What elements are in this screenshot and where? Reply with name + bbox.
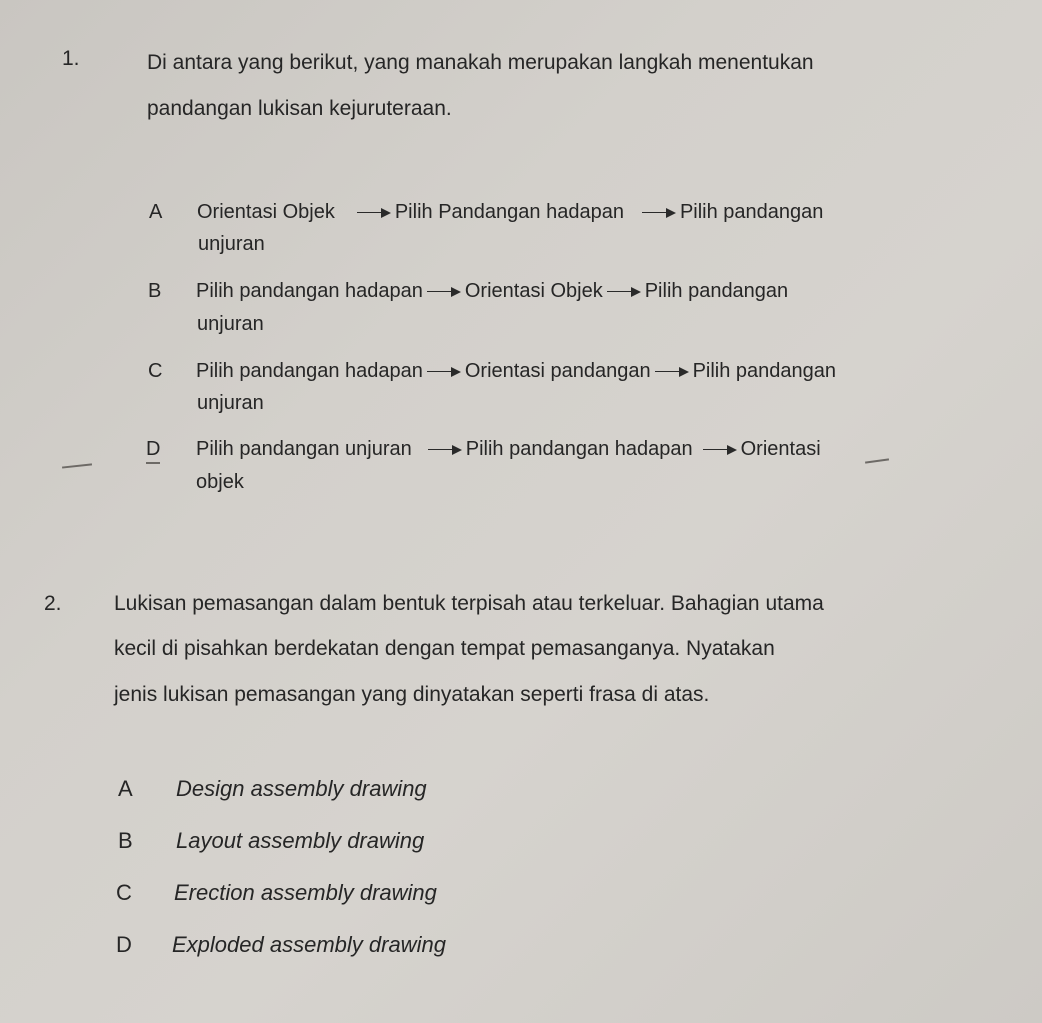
- pencil-mark: [62, 463, 92, 468]
- q1-number: 1.: [62, 47, 80, 70]
- option-letter: B: [118, 828, 133, 853]
- arrow-icon: [357, 208, 391, 218]
- q1-option-d-cont: objek: [196, 471, 244, 493]
- step-2: Pilih Pandangan hadapan: [394, 201, 624, 223]
- option-letter: C: [148, 360, 163, 382]
- arrow-icon: [428, 445, 462, 455]
- option-letter: C: [116, 880, 132, 905]
- pencil-mark: [865, 458, 889, 463]
- q1-option-b-cont: unjuran: [197, 313, 264, 335]
- arrow-icon: [642, 208, 676, 218]
- step-3: Orientasi: [740, 438, 821, 460]
- q1-option-b[interactable]: [148, 280, 788, 303]
- q1-option-c[interactable]: [148, 360, 836, 383]
- option-text: Layout assembly drawing: [176, 828, 425, 853]
- q1-option-c-cont: unjuran: [197, 392, 264, 414]
- q1-stem-line1: Di antara yang berikut, yang manakah merupakan langkah menentukan: [147, 51, 814, 74]
- q1-option-a[interactable]: [149, 201, 823, 224]
- q2-stem-line2: kecil di pisahkan berdekatan dengan tempat pemasanganya. Nyatakan: [114, 637, 775, 660]
- q2-stem-line3: jenis lukisan pemasangan yang dinyatakan seperti frasa di atas.: [114, 683, 710, 706]
- arrow-icon: [607, 287, 641, 297]
- step-3: Pilih pandangan: [644, 280, 789, 302]
- option-letter: B: [148, 280, 162, 302]
- step-3: Pilih pandangan: [679, 201, 824, 223]
- q2-number: 2.: [44, 592, 62, 615]
- step-1: Pilih pandangan hadapan: [196, 280, 423, 302]
- option-text: Erection assembly drawing: [174, 880, 437, 905]
- step-2: Orientasi Objek: [464, 280, 603, 302]
- option-letter: D: [146, 438, 161, 460]
- arrow-icon: [427, 367, 461, 377]
- arrow-icon: [655, 367, 689, 377]
- arrow-icon: [703, 445, 737, 455]
- step-2: Orientasi pandangan: [464, 360, 651, 382]
- step-1: Orientasi Objek: [197, 201, 335, 223]
- option-letter: D: [116, 932, 132, 957]
- q2-stem-line1: Lukisan pemasangan dalam bentuk terpisah atau terkeluar. Bahagian utama: [114, 592, 824, 615]
- step-3: Pilih pandangan: [692, 360, 837, 382]
- q2-option-a[interactable]: [118, 776, 427, 802]
- option-text: Design assembly drawing: [176, 776, 427, 801]
- step-2: Pilih pandangan hadapan: [465, 438, 693, 460]
- q2-option-b[interactable]: [118, 828, 424, 854]
- q1-option-d[interactable]: [146, 438, 821, 461]
- q1-stem-line2: pandangan lukisan kejuruteraan.: [147, 97, 452, 120]
- option-text: Exploded assembly drawing: [172, 932, 446, 957]
- step-1: Pilih pandangan hadapan: [196, 360, 423, 382]
- option-letter: A: [149, 201, 163, 223]
- q2-option-c[interactable]: [116, 880, 437, 906]
- pencil-mark: [146, 462, 160, 464]
- step-1: Pilih pandangan unjuran: [196, 438, 412, 460]
- q2-option-d[interactable]: [116, 932, 446, 958]
- q1-option-a-cont: unjuran: [198, 233, 265, 255]
- option-letter: A: [118, 776, 133, 801]
- arrow-icon: [427, 287, 461, 297]
